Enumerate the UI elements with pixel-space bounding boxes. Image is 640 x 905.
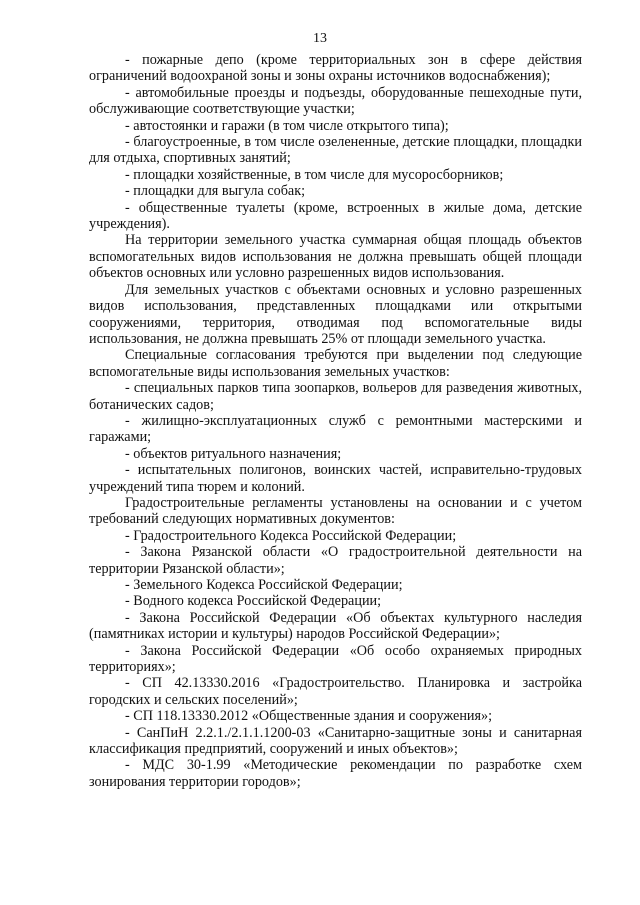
paragraph: - благоустроенные, в том числе озелененные, детские площадки, площадки для отдыха, спортивных занятий; [89,134,582,167]
paragraph: Для земельных участков с объектами основных и условно разрешенных видов использования, представленных площадками или открытыми сооружениями, территория, отводимая под вспомогательные виды использования, не должна превышать 25% от площади земельного участка. [89,281,582,347]
paragraph: - испытательных полигонов, воинских частей, исправительно-трудовых учреждений типа тюрем и колоний. [89,462,582,495]
paragraph: - МДС 30-1.99 «Методические рекомендации по разработке схем зонирования территории городов»; [89,757,582,790]
paragraph: - Закона Российской Федерации «Об объектах культурного наследия (памятниках истории и культуры) народов Российской Федерации»; [89,609,582,643]
paragraph: Специальные согласования требуются при выделении под следующие вспомогательные виды использования земельных участков: [89,347,582,380]
paragraph: - Закона Рязанской области «О градостроительной деятельности на территории Рязанской области»; [89,544,582,577]
paragraph: - площадки для выгула собак; [125,183,306,200]
paragraph: - СП 42.13330.2016 «Градостроительство. Планировка и застройка городских и сельских поселений»; [89,675,582,708]
page-number: 13 [313,31,327,46]
paragraph: - СП 118.13330.2012 «Общественные здания и сооружения»; [125,708,493,725]
paragraph: Градостроительные регламенты установлены на основании и с учетом требований следующих нормативных документов: [89,494,582,528]
paragraph: На территории земельного участка суммарная общая площадь объектов вспомогательных видов использования не должна превышать общей площади объектов основных или условно разрешенных видов использования. [89,232,582,282]
paragraph: - СанПиН 2.2.1./2.1.1.1200-03 «Санитарно-защитные зоны и санитарная классификация предприятий, сооружений и иных объектов»; [89,724,582,758]
paragraph: - пожарные депо (кроме территориальных зон в сфере действия ограничений водоохраной зоны и зоны охраны источников водоснабжения); [89,52,582,85]
paragraph: - Земельного Кодекса Российской Федерации; [125,577,403,593]
paragraph: - объектов ритуального назначения; [125,445,342,462]
paragraph: - специальных парков типа зоопарков, вольеров для разведения животных, ботанических садов; [89,380,582,413]
paragraph: - Водного кодекса Российской Федерации; [125,593,382,610]
paragraph: - жилищно-эксплуатационных служб с ремонтными мастерскими и гаражами; [89,412,582,446]
paragraph: - Градостроительного Кодекса Российской Федерации; [125,527,457,544]
paragraph: - площадки хозяйственные, в том числе для мусоросборников; [125,166,504,183]
paragraph: - автомобильные проезды и подъезды, оборудованные пешеходные пути, обслуживающие соответствующие участки; [89,84,582,118]
paragraph: - Закона Российской Федерации «Об особо охраняемых природных территориях»; [89,642,582,676]
paragraph: - общественные туалеты (кроме, встроенных в жилые дома, детские учреждения). [89,199,582,233]
document-body [89,52,582,790]
paragraph: - автостоянки и гаражи (в том числе открытого типа); [125,117,449,134]
